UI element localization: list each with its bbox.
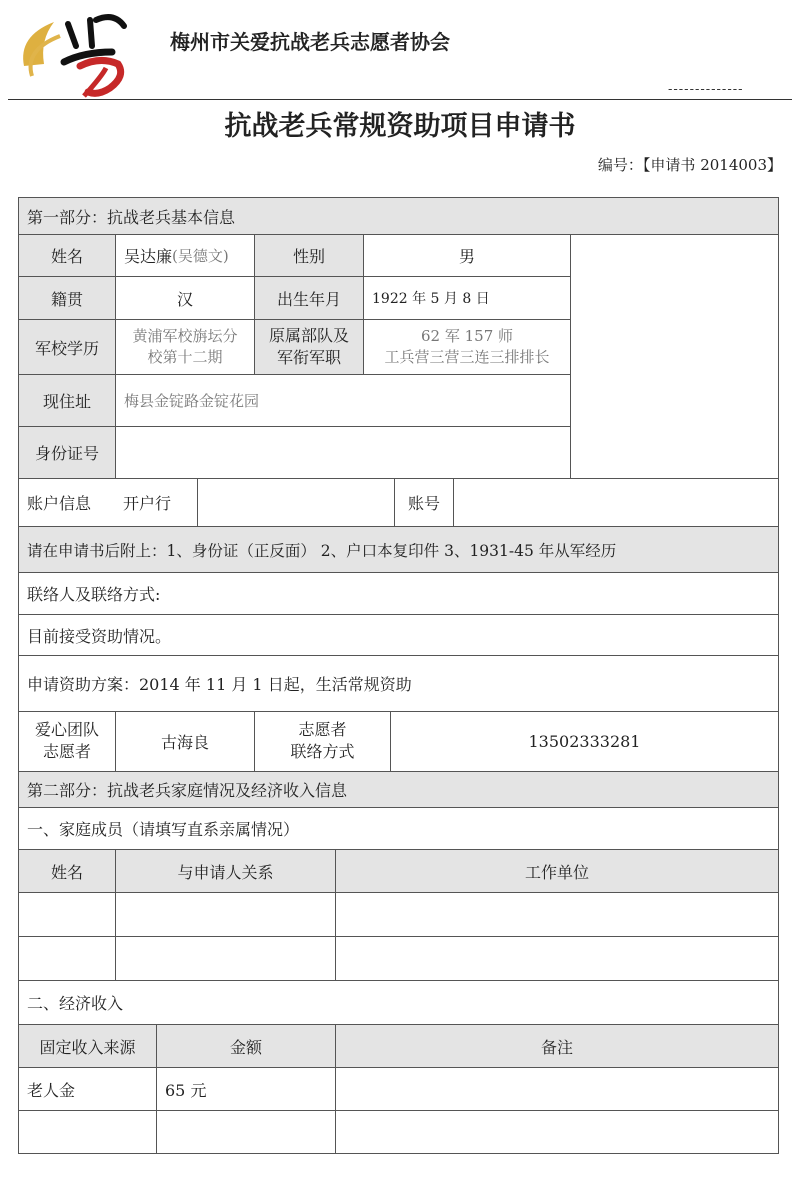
part2-heading: 第二部分：抗战老兵家庭情况及经济收入信息 (19, 772, 778, 807)
gender-value: 男 (458, 247, 475, 266)
income-remark-1 (336, 1068, 778, 1110)
native-value: 汉 (176, 289, 193, 309)
table-row (19, 893, 778, 936)
address-value: 梅县金锭路金锭花园 (124, 392, 260, 410)
name-value: 吴达廉 (吴德文) (124, 247, 229, 266)
unit-label: 原属部队及 军衔军职 (255, 320, 363, 374)
acct-no-value (454, 479, 778, 526)
header-dashes: -------------- (668, 82, 744, 97)
school-value: 黄浦军校旃坛分 校第十二期 (132, 327, 238, 366)
name-alias: (吴德文) (172, 247, 229, 265)
family-heading: 一、家庭成员（请填写直系亲属情况） (27, 820, 300, 839)
family-col-relation: 与申请人关系 (116, 850, 335, 892)
bank-label: 开户行 (123, 494, 172, 513)
table-row (19, 937, 778, 980)
account-label: 账户信息 (27, 494, 92, 513)
volunteer-phone: 13502333281 (528, 731, 641, 751)
income-col-amount: 金额 (157, 1025, 335, 1067)
divider (156, 1024, 157, 1154)
id-value (116, 427, 570, 478)
address-label: 现住址 (19, 375, 115, 426)
name-label: 姓名 (19, 235, 115, 276)
volunteer-contact-label: 志愿者 联络方式 (290, 720, 355, 761)
divider (254, 234, 255, 374)
birth-label: 出生年月 (255, 277, 363, 319)
bank-value (198, 479, 394, 526)
divider (18, 319, 571, 320)
unit-value: 62 军 157 师 工兵营三营三连三排排长 (384, 327, 550, 366)
gender-label: 性别 (255, 235, 363, 276)
id-label: 身份证号 (19, 427, 115, 478)
contact-row: 联络人及联络方式: (27, 585, 161, 604)
family-col-name: 姓名 (19, 850, 115, 892)
divider (18, 374, 571, 375)
income-amount-1: 65 元 (165, 1080, 207, 1100)
divider (115, 234, 116, 478)
income-heading: 二、经济收入 (27, 994, 124, 1013)
divider (363, 234, 364, 374)
acct-no-label: 账号 (407, 494, 440, 513)
page-title: 抗战老兵常规资助项目申请书 (224, 111, 576, 142)
attachment-note: 请在申请书后附上：1、身份证（正反面） 2、户口本复印件 3、1931-45 年从军经历 (19, 527, 778, 572)
native-label: 籍贯 (19, 277, 115, 319)
school-label: 军校学历 (19, 320, 115, 374)
birth-value: 1922 年 5 月 8 日 (372, 291, 490, 307)
divider (18, 276, 571, 277)
photo-area (571, 235, 778, 478)
org-name: 梅州市关爱抗战老兵志愿者协会 (170, 30, 450, 54)
current-aid-row: 目前接受资助情况。 (27, 626, 172, 646)
aid-plan-row: 申请资助方案：2014 年 11 月 1 日起，生活常规资助 (27, 675, 412, 694)
divider (18, 426, 571, 427)
team-value: 古海良 (160, 732, 209, 752)
serial-number: 编号：【申请书 2014003】 (597, 156, 782, 174)
header-rule (8, 99, 792, 100)
income-col-remark: 备注 (336, 1025, 778, 1067)
family-col-employer: 工作单位 (336, 850, 778, 892)
part1-heading: 第一部分：抗战老兵基本信息 (19, 198, 778, 234)
divider (335, 1024, 336, 1154)
income-source-1: 老人金 (27, 1080, 76, 1100)
table-row (19, 1111, 778, 1153)
logo (14, 6, 154, 98)
team-label: 爱心团队 志愿者 (34, 720, 99, 761)
income-col-source: 固定收入来源 (19, 1025, 156, 1067)
